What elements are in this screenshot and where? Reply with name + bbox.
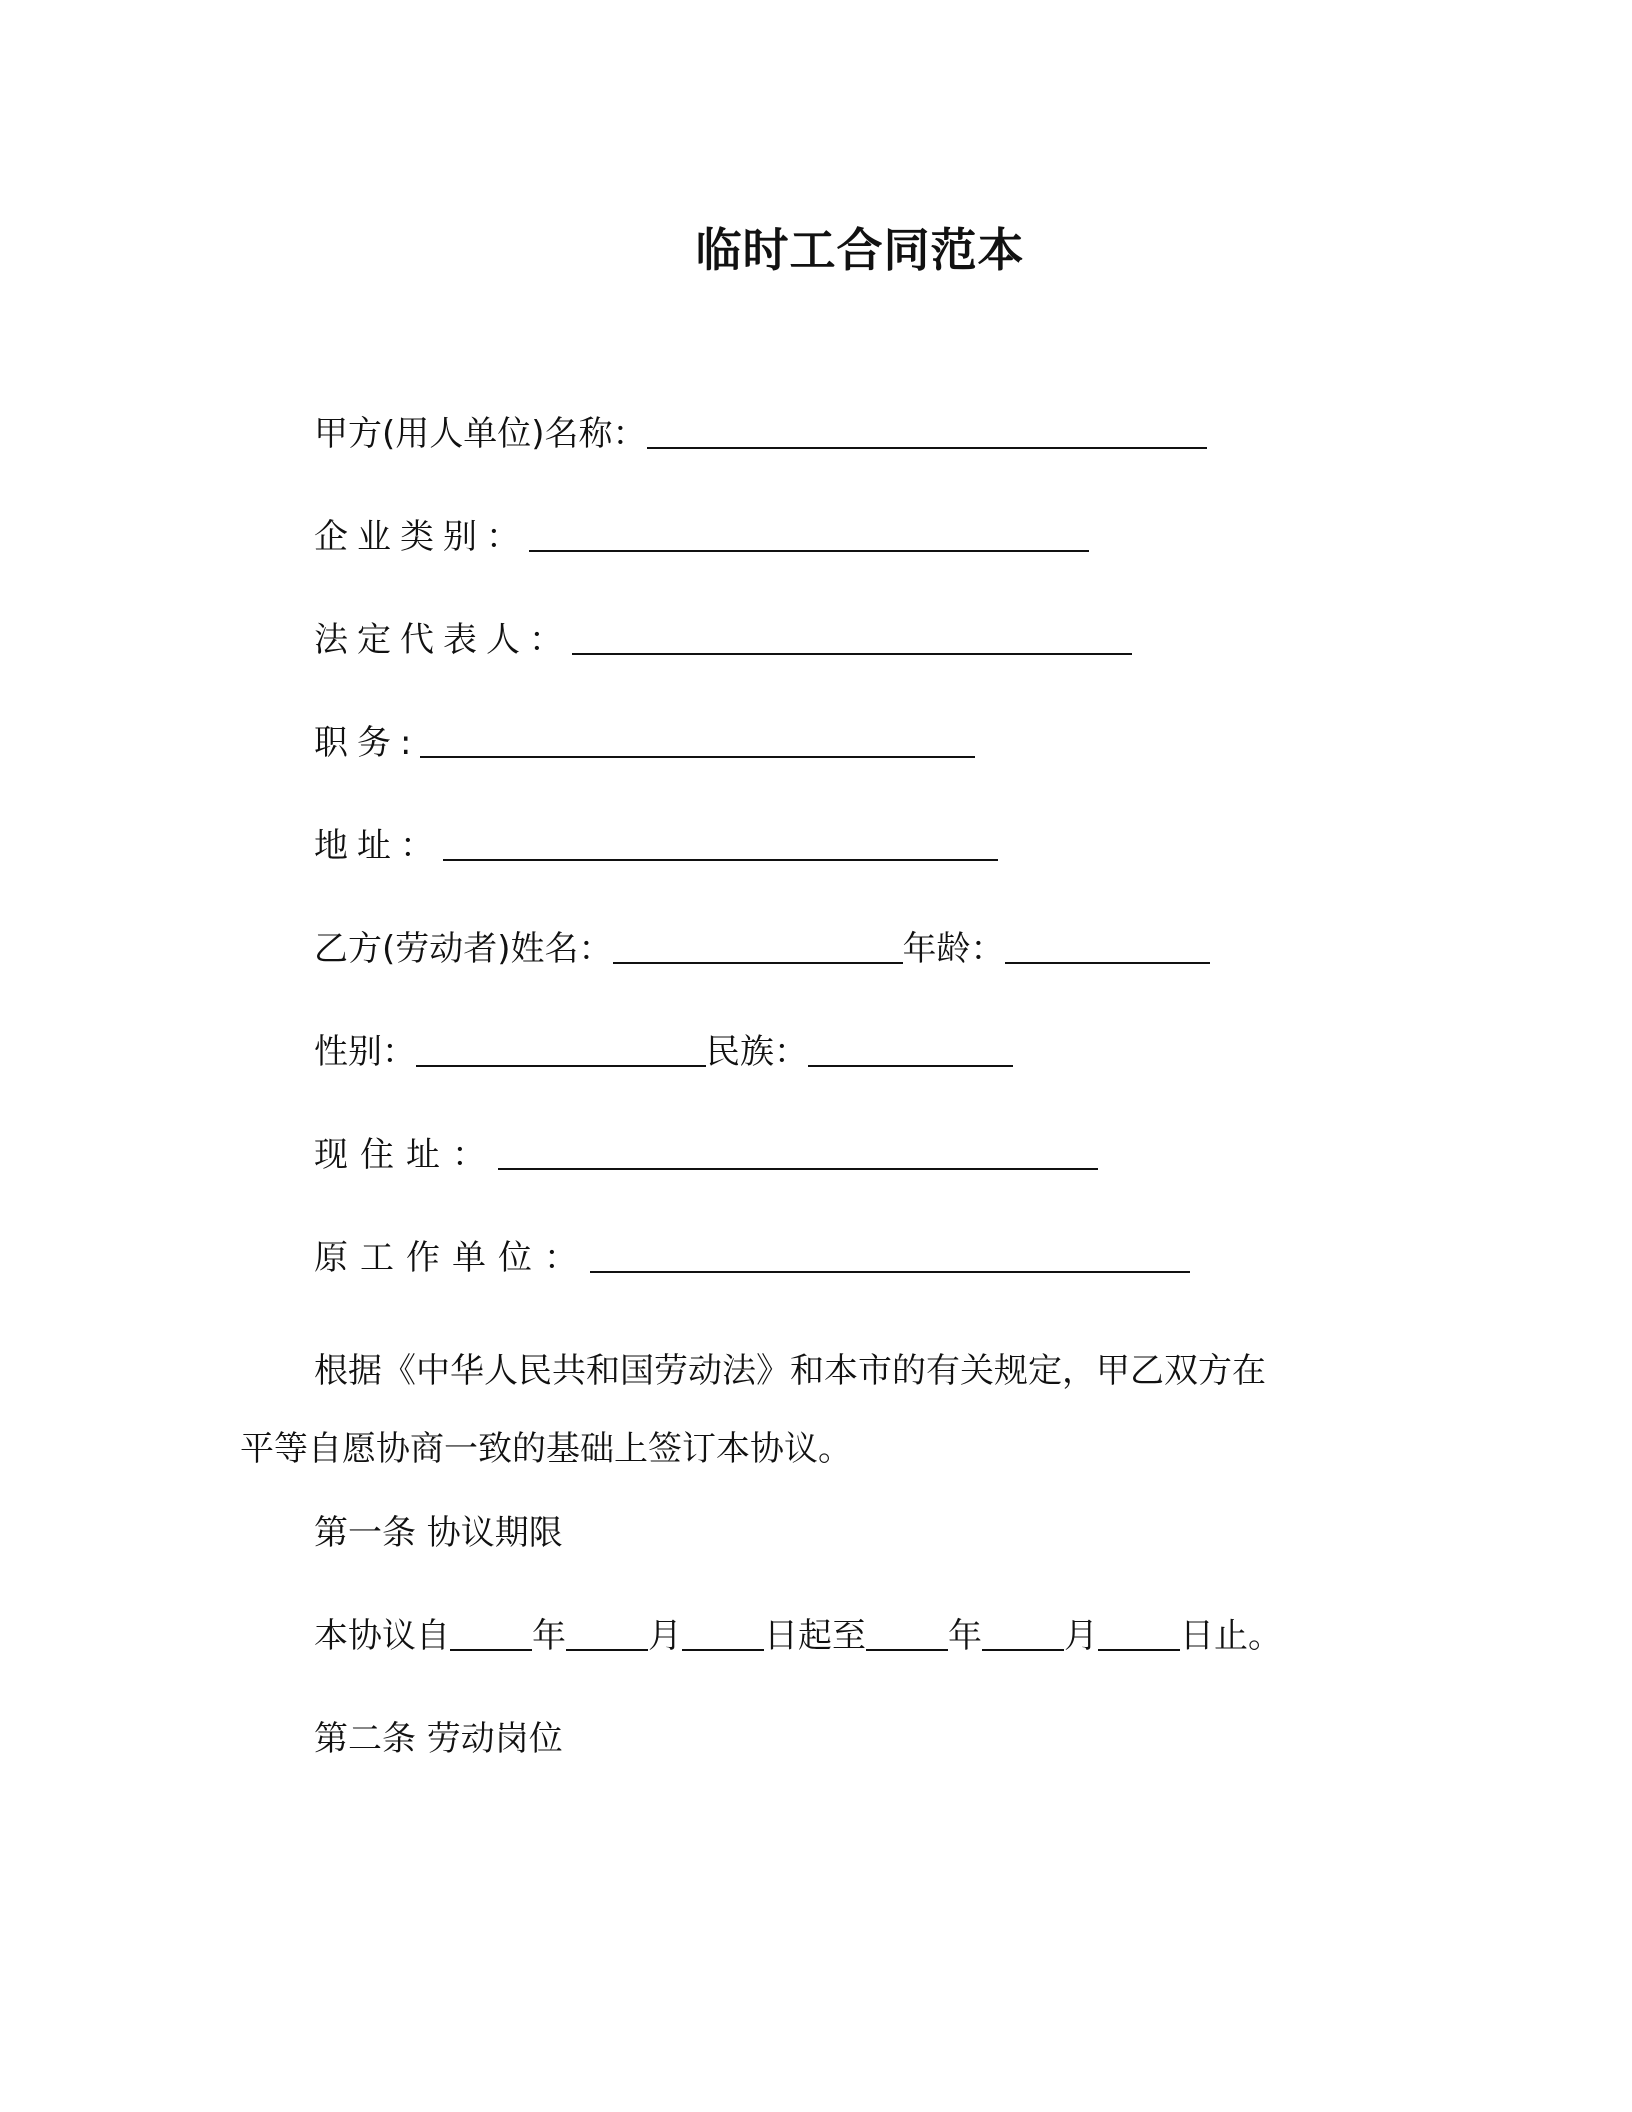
position-label: 职务: <box>314 723 421 763</box>
year-label-1: 年 <box>532 1616 566 1656</box>
intro-line-1: 根据《中华人民共和国劳动法》和本市的有关规定，甲乙双方在 <box>314 1351 1266 1391</box>
party-a-name-label: 甲方(用人单位)名称： <box>314 414 647 454</box>
term-row <box>314 1612 1282 1660</box>
day-until-label: 日起至 <box>764 1616 866 1656</box>
term-prefix: 本协议自 <box>314 1616 450 1656</box>
former-employer-row <box>314 1234 1190 1282</box>
address-blank[interactable] <box>443 829 998 861</box>
former-employer-blank[interactable] <box>590 1241 1190 1273</box>
gender-row <box>314 1028 1013 1076</box>
end-year-blank[interactable] <box>866 1619 948 1651</box>
current-address-blank[interactable] <box>498 1138 1098 1170</box>
party-a-name-blank[interactable] <box>647 417 1207 449</box>
end-month-blank[interactable] <box>982 1619 1064 1651</box>
former-employer-label: 原工作单位： <box>314 1238 590 1278</box>
current-address-label: 现住址： <box>314 1135 498 1175</box>
intro-paragraph <box>240 1332 1370 1488</box>
enterprise-type-label: 企业类别： <box>314 517 529 557</box>
article-1-heading: 第一条 协议期限 <box>314 1513 563 1553</box>
end-day-blank[interactable] <box>1098 1619 1180 1651</box>
legal-rep-row <box>314 616 1132 664</box>
enterprise-type-blank[interactable] <box>529 520 1089 552</box>
party-b-name-label: 乙方(劳动者)姓名： <box>314 929 613 969</box>
start-year-blank[interactable] <box>450 1619 532 1651</box>
current-address-row <box>314 1131 1098 1179</box>
party-b-name-blank[interactable] <box>613 932 903 964</box>
month-label-1: 月 <box>648 1616 682 1656</box>
year-label-2: 年 <box>948 1616 982 1656</box>
intro-line-2: 平等自愿协商一致的基础上签订本协议。 <box>240 1429 852 1469</box>
gender-blank[interactable] <box>416 1035 706 1067</box>
start-day-blank[interactable] <box>682 1619 764 1651</box>
month-label-2: 月 <box>1064 1616 1098 1656</box>
ethnicity-blank[interactable] <box>808 1035 1013 1067</box>
gender-label: 性别： <box>314 1032 416 1072</box>
age-label: 年龄： <box>902 929 1005 969</box>
article-2-heading: 第二条 劳动岗位 <box>314 1719 563 1759</box>
legal-rep-label: 法定代表人： <box>314 620 572 660</box>
day-end-label: 日止。 <box>1180 1616 1282 1656</box>
party-b-row <box>314 925 1210 973</box>
start-month-blank[interactable] <box>566 1619 648 1651</box>
party-a-name-row <box>314 410 1207 458</box>
document-title: 临时工合同范本 <box>695 223 1025 277</box>
ethnicity-label: 民族： <box>706 1032 808 1072</box>
legal-rep-blank[interactable] <box>572 623 1132 655</box>
enterprise-type-row <box>314 513 1089 561</box>
address-label: 地址： <box>314 826 443 866</box>
address-row <box>314 822 998 870</box>
position-blank[interactable] <box>420 726 975 758</box>
position-row <box>314 719 975 767</box>
age-blank[interactable] <box>1005 932 1210 964</box>
